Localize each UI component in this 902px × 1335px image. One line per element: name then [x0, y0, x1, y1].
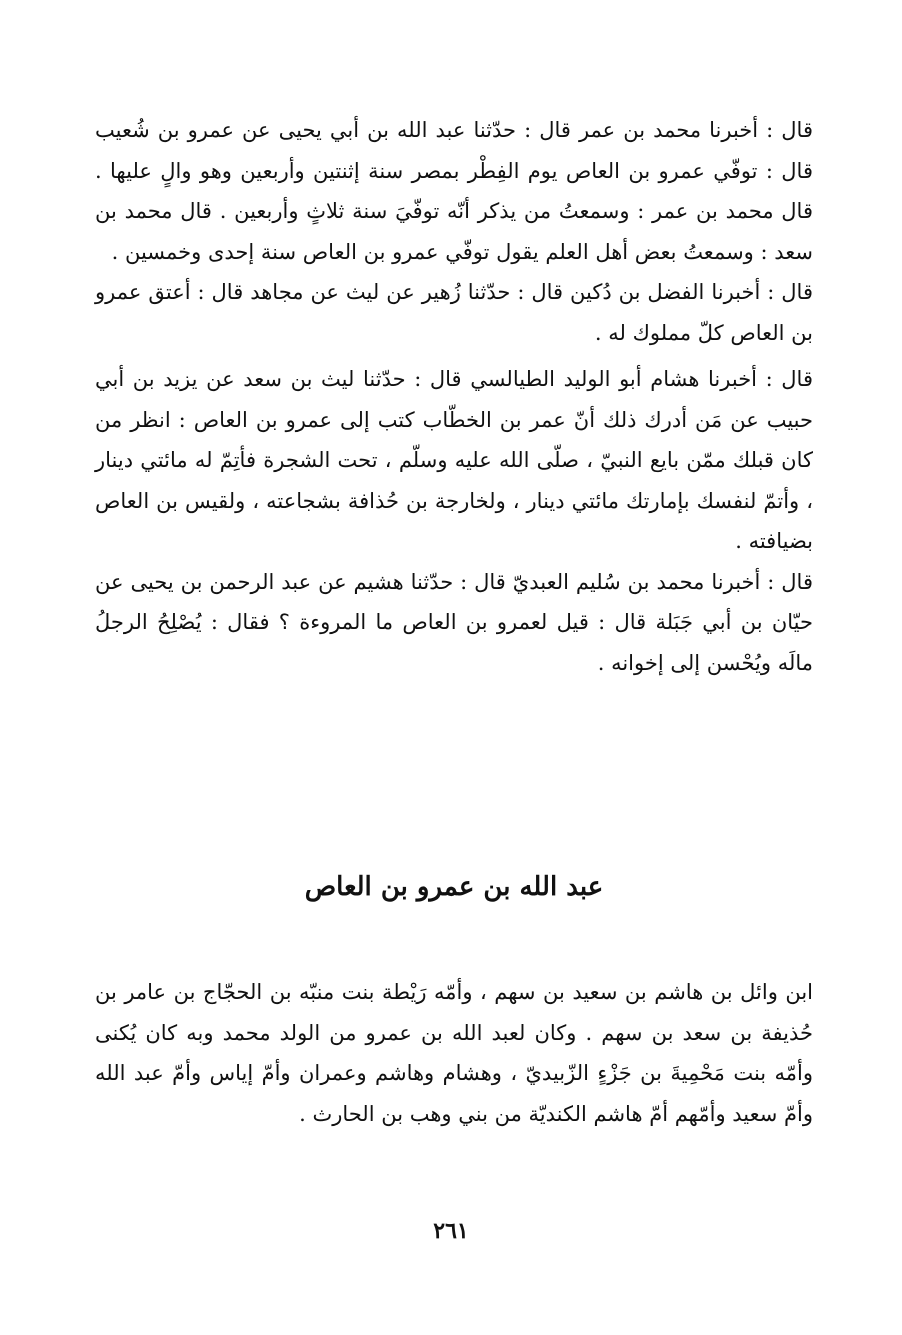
section-paragraph: ابن وائل بن هاشم بن سعيد بن سهم ، وأمّه رَيْطة بنت منبّه بن الحجّاج بن عامر بن حُذيفة بن سعد بن سهم . وكان لعبد الله بن عمرو من الولد محمد وبه كان يُكنى وأمّه بنت مَحْمِيةَ بن جَزْءٍ الزّبيديّ ، وهشام وهاشم وعمران وأمّ إياس وأمّ عبد الله وأمّ سعيد وأمّهم أمّ هاشم الكنديّة من بني وهب بن الحارث .: [95, 980, 813, 1126]
section-title: عبد الله بن عمرو بن العاص: [304, 872, 604, 902]
paragraph-1: قال : أخبرنا محمد بن عمر قال : حدّثنا عبد الله بن أبي يحيى عن عمرو بن شُعيب قال : توفّي عمرو بن العاص يوم الفِطْر بمصر سنة إثنتين وأربعين وهو والٍ عليها . قال محمد بن عمر : وسمعتُ من يذكر أنّه توفّيَ سنة ثلاثٍ وأربعين . قال محمد بن سعد : وسمعتُ بعض أهل العلم يقول توفّي عمرو بن العاص سنة إحدى وخمسين .: [95, 118, 813, 264]
page-number: ٢٦١: [433, 1218, 469, 1244]
section-body-block: [95, 972, 813, 1134]
paragraph-3: قال : أخبرنا هشام أبو الوليد الطيالسي قال : حدّثنا ليث بن سعد عن يزيد بن أبي حبيب عن مَن أدرك ذلك أنّ عمر بن الخطّاب كتب إلى عمرو بن العاص : انظر من كان قبلك ممّن بايع النبيّ ، صلّى الله عليه وسلّم ، تحت الشجرة فأتِمّ له مائتي دينار ، وأتمّ لنفسك بإمارتك مائتي دينار ، ولخارجة بن حُذافة بشجاعته ، ولقيس بن العاص بضيافته .: [95, 367, 813, 553]
paragraph-4: قال : أخبرنا محمد بن سُليم العبديّ قال : حدّثنا هشيم عن عبد الرحمن بن يحيى عن حيّان بن أبي جَبَلة قال : قيل لعمرو بن العاص ما المروءة ؟ فقال : يُصْلِحُ الرجلُ مالَه ويُحْسن إلى إخوانه .: [95, 569, 813, 675]
paragraph-2: قال : أخبرنا الفضل بن دُكين قال : حدّثنا زُهير عن ليث عن مجاهد قال : أعتق عمرو بن العاص كلّ مملوك له .: [95, 280, 813, 345]
main-text-block: [95, 110, 813, 683]
